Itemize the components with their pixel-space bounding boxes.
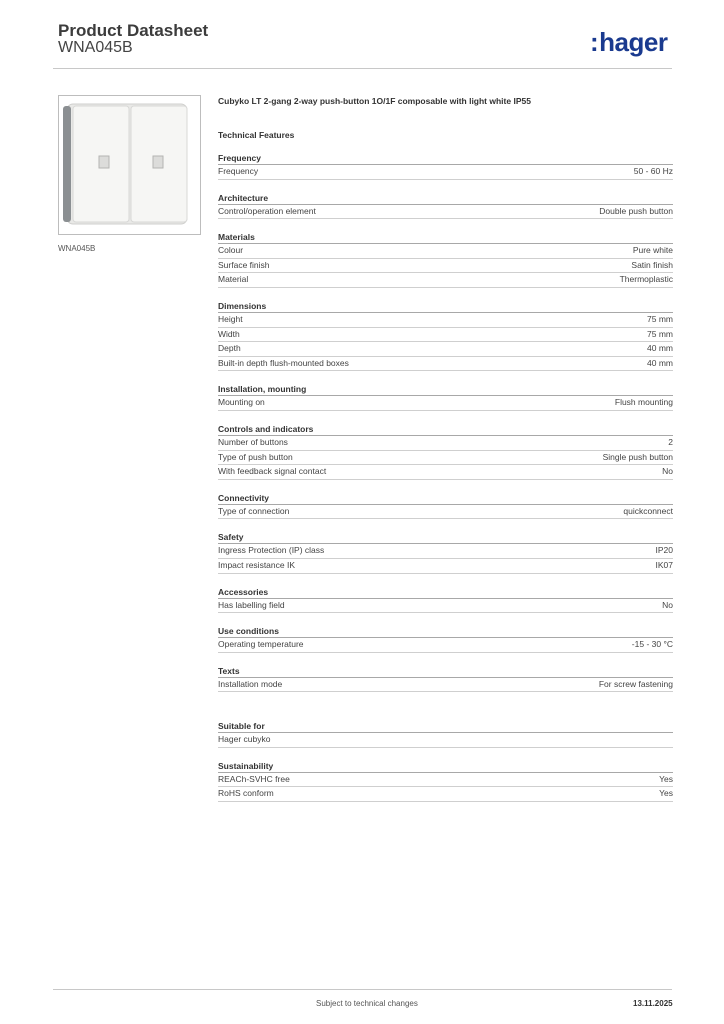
spec-label: Type of connection bbox=[218, 505, 290, 516]
spec-row bbox=[218, 313, 673, 328]
spec-group bbox=[218, 531, 673, 573]
spec-content bbox=[218, 92, 673, 802]
spec-value: No bbox=[662, 599, 673, 610]
spec-row bbox=[218, 559, 673, 574]
spec-value: Single push button bbox=[602, 451, 673, 462]
footer-date: 13.11.2025 bbox=[633, 999, 673, 1008]
spec-group-title: Controls and indicators bbox=[218, 423, 673, 436]
spec-value: 75 mm bbox=[647, 328, 673, 339]
spec-row bbox=[218, 505, 673, 520]
spec-row bbox=[218, 599, 673, 614]
spec-row bbox=[218, 773, 673, 788]
spec-row bbox=[218, 436, 673, 451]
spec-row bbox=[218, 205, 673, 220]
spec-value: 2 bbox=[668, 436, 673, 447]
spec-group-title: Safety bbox=[218, 531, 673, 544]
spec-group-title: Suitable for bbox=[218, 720, 673, 733]
spec-row bbox=[218, 328, 673, 343]
spec-group-title: Use conditions bbox=[218, 625, 673, 638]
spec-row bbox=[218, 678, 673, 693]
spec-label: Installation mode bbox=[218, 678, 283, 689]
spec-row bbox=[218, 451, 673, 466]
spec-group bbox=[218, 423, 673, 480]
logo-dots-icon: : bbox=[590, 27, 599, 57]
spec-row bbox=[218, 357, 673, 372]
spec-row bbox=[218, 465, 673, 480]
logo-text: hager bbox=[599, 27, 668, 57]
spec-label: REACh-SVHC free bbox=[218, 773, 290, 784]
spec-value: Thermoplastic bbox=[619, 274, 673, 285]
spec-group-title: Sustainability bbox=[218, 760, 673, 773]
product-name: Cubyko LT 2-gang 2-way push-button 1O/1F composable with light white IP55 bbox=[218, 96, 531, 106]
spec-value: 40 mm bbox=[647, 343, 673, 354]
spec-value: Yes bbox=[659, 773, 673, 784]
spec-label: Mounting on bbox=[218, 397, 265, 408]
spec-label: With feedback signal contact bbox=[218, 466, 327, 477]
brand-logo bbox=[590, 27, 667, 58]
spec-group bbox=[218, 383, 673, 411]
spec-value: Flush mounting bbox=[614, 397, 673, 408]
spec-value: 40 mm bbox=[647, 357, 673, 368]
header-divider bbox=[53, 68, 672, 69]
spec-group-title: Connectivity bbox=[218, 492, 673, 505]
spec-value: -15 - 30 °C bbox=[631, 639, 673, 650]
footer-note: Subject to technical changes bbox=[316, 999, 418, 1008]
spec-label: Hager cubyko bbox=[218, 734, 271, 745]
spec-label: RoHS conform bbox=[218, 788, 274, 799]
spec-value: IP20 bbox=[655, 545, 673, 556]
page-title: Product Datasheet bbox=[58, 21, 209, 40]
spec-group bbox=[218, 152, 673, 180]
spec-row bbox=[218, 165, 673, 180]
spec-group bbox=[218, 492, 673, 520]
spec-group-title: Texts bbox=[218, 665, 673, 678]
spec-group-title: Accessories bbox=[218, 586, 673, 599]
spec-group bbox=[218, 231, 673, 288]
extra-groups bbox=[218, 720, 673, 802]
spec-row bbox=[218, 544, 673, 559]
spec-label: Impact resistance IK bbox=[218, 559, 296, 570]
spec-label: Surface finish bbox=[218, 259, 270, 270]
spec-label: Width bbox=[218, 328, 240, 339]
spec-group bbox=[218, 720, 673, 748]
double-push-button-switch-image bbox=[59, 96, 200, 234]
technical-features-heading: Technical Features bbox=[218, 130, 295, 140]
spec-groups bbox=[218, 152, 673, 692]
spec-label: Height bbox=[218, 313, 243, 324]
spec-group bbox=[218, 300, 673, 371]
spec-row bbox=[218, 787, 673, 802]
spec-label: Built-in depth flush-mounted boxes bbox=[218, 357, 349, 368]
product-image bbox=[58, 95, 201, 235]
spec-row bbox=[218, 638, 673, 653]
spec-value: 50 - 60 Hz bbox=[633, 166, 673, 176]
spec-label: Control/operation element bbox=[218, 205, 316, 216]
spec-label: Frequency bbox=[218, 166, 259, 176]
spec-label: Type of push button bbox=[218, 451, 293, 462]
spec-label: Number of buttons bbox=[218, 436, 288, 447]
spec-group bbox=[218, 665, 673, 693]
spec-label: Depth bbox=[218, 343, 241, 354]
spec-group bbox=[218, 760, 673, 802]
spec-value: quickconnect bbox=[623, 505, 673, 516]
spec-value: Satin finish bbox=[631, 259, 673, 270]
spec-label: Ingress Protection (IP) class bbox=[218, 545, 325, 556]
spec-group-title: Installation, mounting bbox=[218, 383, 673, 396]
image-caption: WNA045B bbox=[58, 244, 96, 253]
spec-row bbox=[218, 342, 673, 357]
spec-label: Has labelling field bbox=[218, 599, 285, 610]
spec-row bbox=[218, 733, 673, 748]
spec-value: Double push button bbox=[599, 205, 673, 216]
spec-row bbox=[218, 259, 673, 274]
spec-value: 75 mm bbox=[647, 313, 673, 324]
spec-row bbox=[218, 396, 673, 411]
spec-group-title: Materials bbox=[218, 231, 673, 244]
spec-label: Material bbox=[218, 274, 249, 285]
spec-group-title: Architecture bbox=[218, 192, 673, 205]
spec-label: Operating temperature bbox=[218, 639, 304, 650]
spec-value: Yes bbox=[659, 788, 673, 799]
spec-group bbox=[218, 625, 673, 653]
spec-row bbox=[218, 273, 673, 288]
product-code: WNA045B bbox=[58, 39, 133, 56]
footer-divider bbox=[53, 989, 672, 990]
spec-group-title: Dimensions bbox=[218, 300, 673, 313]
spec-label: Colour bbox=[218, 245, 244, 256]
spec-value: IK07 bbox=[655, 559, 673, 570]
spec-value: For screw fastening bbox=[598, 678, 673, 689]
spec-value: Pure white bbox=[632, 245, 673, 256]
spec-value: No bbox=[662, 466, 673, 477]
spec-row bbox=[218, 244, 673, 259]
spec-group bbox=[218, 586, 673, 614]
spec-group bbox=[218, 192, 673, 220]
spec-group-title: Frequency bbox=[218, 152, 673, 165]
